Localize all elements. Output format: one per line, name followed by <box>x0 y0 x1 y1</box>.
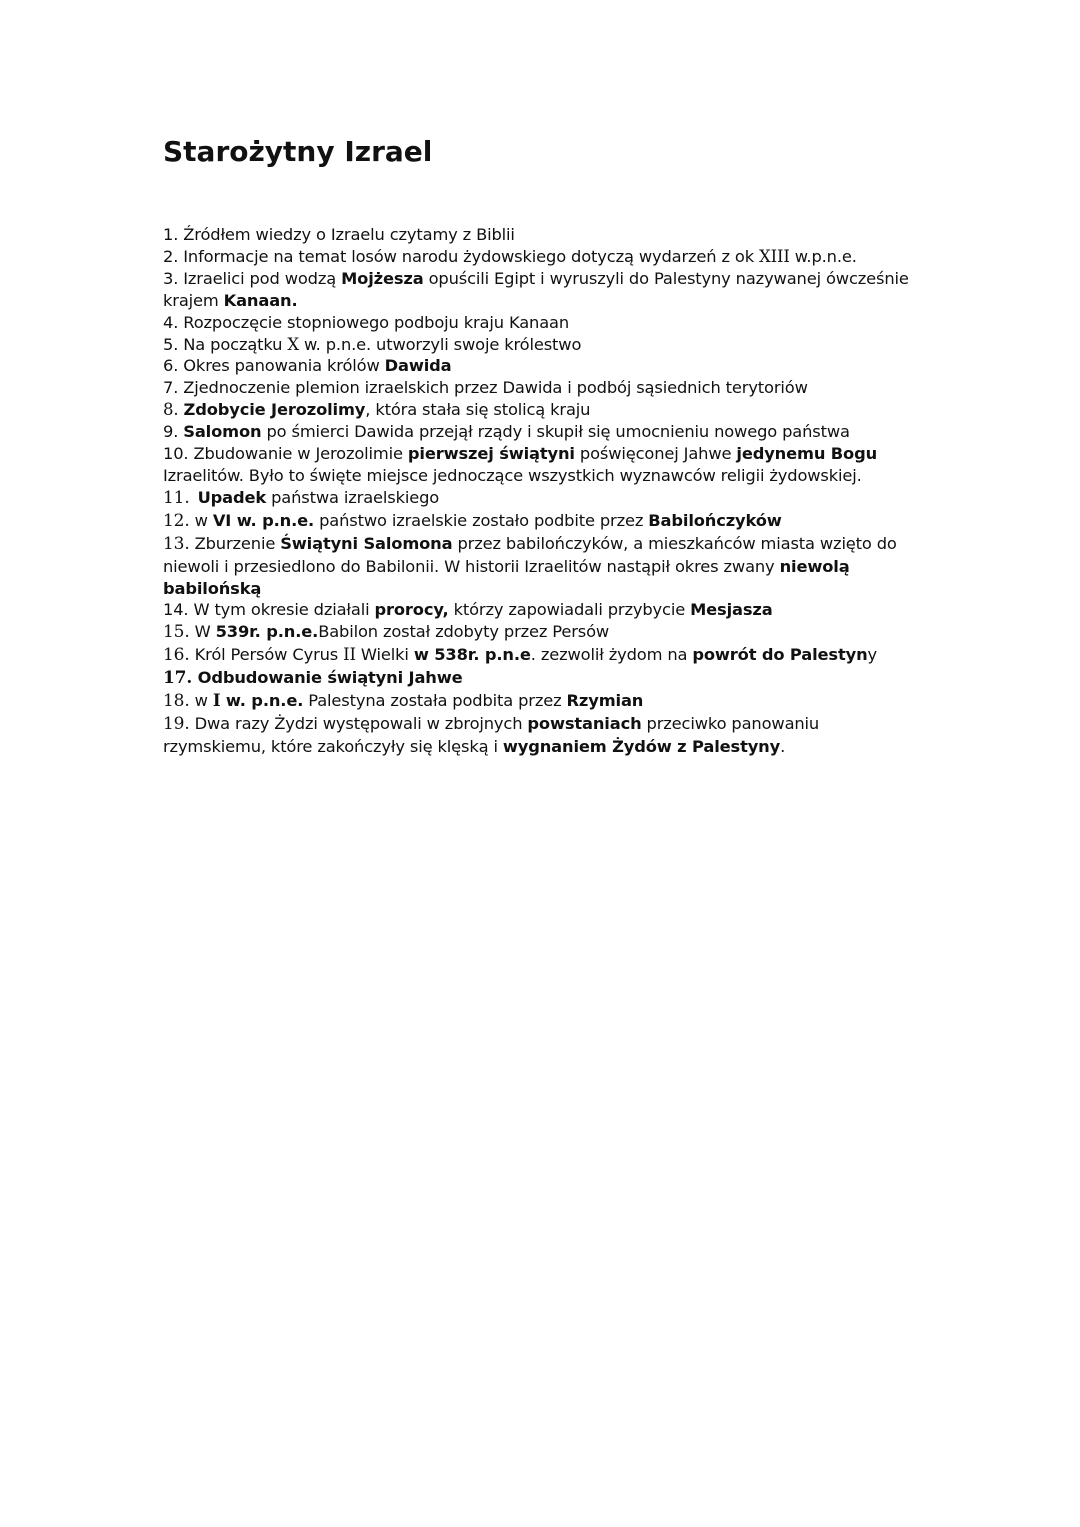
bold-text: w. p.n.e. <box>220 691 304 711</box>
item-text: 6. Okres panowania królów <box>163 356 385 376</box>
item-text: X <box>287 334 299 354</box>
list-item <box>163 533 923 600</box>
item-text: 11. <box>163 487 190 508</box>
item-text: 9. <box>163 422 184 442</box>
bold-text: VI w. p.n.e. <box>212 510 315 530</box>
list-item <box>163 487 923 510</box>
bold-text: Mojżesza <box>341 268 424 288</box>
item-text: 18. <box>163 691 190 712</box>
item-text: po śmierci Dawida przejął rządy i skupił się umocnieniu nowego państwa <box>261 422 850 442</box>
item-text: w. p.n.e. utworzyli swoje królestwo <box>298 334 582 354</box>
bold-text: powstaniach <box>527 713 642 733</box>
item-text: Palestyna została podbita przez <box>303 691 567 711</box>
item-text: W <box>189 622 216 642</box>
bold-text: powrót do Palestyn <box>692 645 868 665</box>
item-text: . zezwolił żydom na <box>530 645 693 665</box>
item-text: w.p.n.e. <box>789 246 857 266</box>
bold-text: Salomon <box>183 422 262 442</box>
bold-text: I <box>212 691 221 711</box>
item-text: Wielki <box>355 645 414 665</box>
item-text: Zburzenie <box>189 533 281 553</box>
item-text: Babilon został zdobyty przez Persów <box>318 622 610 642</box>
bold-text: Świątyni Salomona <box>280 533 453 553</box>
item-list <box>163 224 923 758</box>
item-text: II <box>343 645 356 665</box>
item-text: 1. Źródłem wiedzy o Izraelu czytamy z Biblii <box>163 225 515 244</box>
item-text: w <box>189 691 213 711</box>
item-text: 4. Rozpoczęcie stopniowego podboju kraju Kanaan <box>163 312 570 332</box>
item-text: 3. Izraelici pod wodzą <box>163 268 342 288</box>
list-item <box>163 334 923 356</box>
bold-text: 17. <box>163 668 193 689</box>
bold-text: pierwszej świątyni <box>407 444 575 464</box>
item-text: Izraelitów. Było to święte miejsce jednoczące wszystkich wyznawców religii żydowskiej. <box>163 465 862 485</box>
list-item <box>163 667 923 690</box>
list-item <box>163 399 923 421</box>
bold-text: Kanaan. <box>223 290 298 310</box>
list-item <box>163 443 923 487</box>
item-text: państwa izraelskiego <box>266 487 440 507</box>
bold-text: Zdobycie Jerozolimy <box>183 400 366 420</box>
bold-text: Odbudowanie świątyni Jahwe <box>192 668 463 688</box>
list-item <box>163 355 923 377</box>
item-text: przez babilończyków, a mieszkańców miasta wzięto do niewoli i przesiedlono do Babilonii. W historii Izraelitów nastąpił okres zwany <box>163 533 897 576</box>
list-item <box>163 268 923 312</box>
item-text: Król Persów Cyrus <box>189 645 344 665</box>
list-item <box>163 644 923 667</box>
item-text: 10. Zbudowanie w Jerozolimie <box>163 444 408 464</box>
bold-text: Dawida <box>384 356 452 376</box>
item-text: . <box>780 736 786 756</box>
item-text: 2. Informacje na temat losów narodu żydowskiego dotyczą wydarzeń z ok <box>163 246 760 266</box>
list-item <box>163 421 923 443</box>
list-item <box>163 510 923 533</box>
bold-text: wygnaniem Żydów z Palestyny <box>502 736 781 756</box>
list-item <box>163 713 923 758</box>
item-text: 16. <box>163 645 190 666</box>
list-item <box>163 377 923 399</box>
bold-text: niewolą babilońską <box>163 556 850 598</box>
item-text: y <box>867 645 878 665</box>
bold-text: 539r. p.n.e. <box>215 622 319 642</box>
bold-text: Babilończyków <box>648 510 782 530</box>
item-text: 15. <box>163 622 190 643</box>
item-text: 12. <box>163 510 190 531</box>
item-text: 19. <box>163 713 190 734</box>
item-text: opuścili Egipt i wyruszyli do Palestyny nazywanej ówcześnie krajem <box>163 268 909 310</box>
bold-text: Mesjasza <box>690 600 773 620</box>
item-text: 7. Zjednoczenie plemion izraelskich przez Dawida i podbój sąsiednich terytoriów <box>163 378 808 398</box>
bold-text: w 538r. p.n.e <box>413 645 531 665</box>
document-title: Starożytny Izrael <box>163 135 433 168</box>
item-text: 13. <box>163 533 190 554</box>
bold-text: Rzymian <box>566 691 644 711</box>
item-text: 5. Na początku <box>163 334 288 354</box>
item-text: przeciwko panowaniu rzymskiemu, które zakończyły się klęską i <box>163 713 820 756</box>
item-text: 14. W tym okresie działali <box>163 600 375 620</box>
item-text: XIII <box>759 246 790 266</box>
item-text: którzy zapowiadali przybycie <box>448 600 691 620</box>
item-text: , która stała się stolicą kraju <box>365 400 591 420</box>
list-item <box>163 312 923 334</box>
item-text: poświęconej Jahwe <box>574 444 737 464</box>
item-text: w <box>189 510 213 530</box>
list-item <box>163 224 923 246</box>
list-item <box>163 621 923 644</box>
list-item <box>163 690 923 713</box>
list-item <box>163 246 923 268</box>
bold-text: Upadek <box>197 487 267 507</box>
list-item <box>163 599 923 621</box>
bold-text: prorocy, <box>374 600 449 620</box>
item-text: państwo izraelskie zostało podbite przez <box>314 510 649 530</box>
bold-text: jedynemu Bogu <box>736 444 878 464</box>
item-text: 8. <box>163 400 184 420</box>
item-text: Dwa razy Żydzi występowali w zbrojnych <box>189 713 528 733</box>
